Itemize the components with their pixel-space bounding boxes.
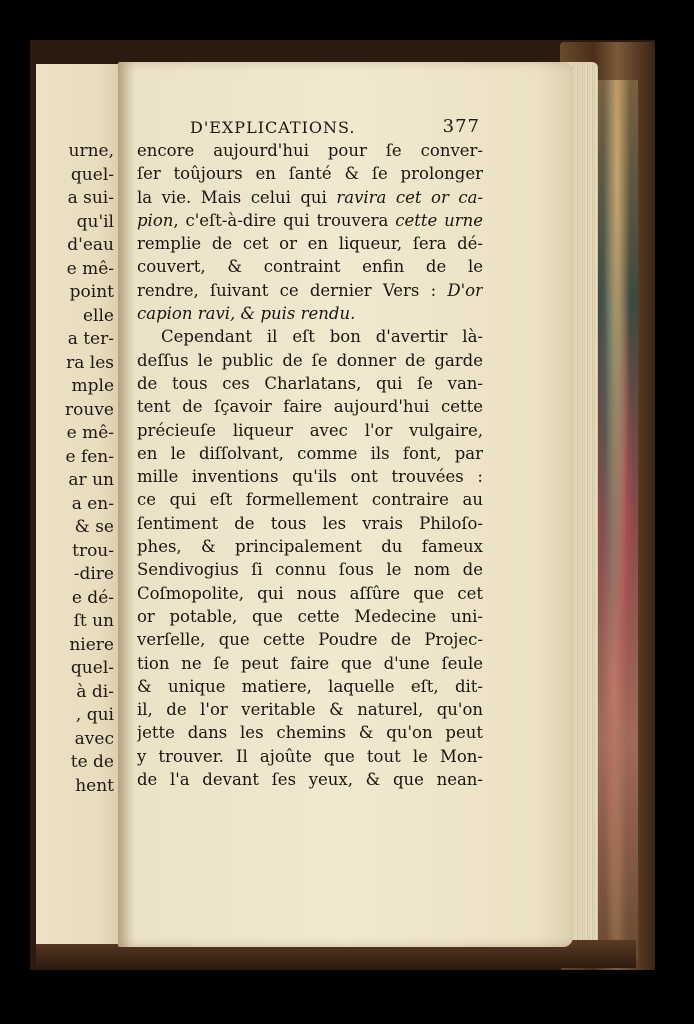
left-text-line: point <box>69 282 114 302</box>
text-line <box>137 139 483 162</box>
roman-text: verſelle, que cette Poudre de Projec- <box>137 630 483 650</box>
text-line <box>137 419 483 442</box>
roman-text: Cependant il eſt bon d'avertir là- <box>161 327 483 347</box>
roman-text: précieuſe liqueur avec l'or vulgaire, <box>137 420 483 440</box>
italic-text: capion ravi, & puis rendu. <box>137 304 356 324</box>
roman-text: Coſmopolite, qui nous aſſûre que cet <box>137 583 483 603</box>
left-text-line: rouve <box>65 399 114 420</box>
roman-text: de tous ces Charlatans, qui ſe van- <box>137 373 483 393</box>
text-line <box>137 605 483 628</box>
body-text <box>137 139 483 791</box>
left-text-line: e mê- <box>66 423 114 443</box>
left-text-line: elle <box>83 305 114 326</box>
left-text-line: , qui <box>75 705 114 725</box>
running-head-title: D'EXPLICATIONS. <box>190 118 356 137</box>
text-line <box>137 186 483 209</box>
roman-text: rendre, ſuivant ce dernier Vers : <box>137 280 448 300</box>
text-line <box>137 255 483 278</box>
page-number: 377 <box>442 116 480 137</box>
roman-text: de l'a devant ſes yeux, & que nean- <box>137 770 483 790</box>
text-line <box>137 302 483 325</box>
roman-text: phes, & principalement du fameux <box>137 537 483 557</box>
left-text-line: e mê- <box>66 258 114 279</box>
text-line <box>137 349 483 372</box>
text-line <box>137 325 483 348</box>
text-line <box>137 232 483 255</box>
text-line <box>137 488 483 511</box>
roman-text: Sendivogius ſi connu ſous le nom de <box>137 560 483 580</box>
roman-text: & unique matiere, laquelle eſt, dit- <box>137 676 483 696</box>
text-line <box>137 768 483 791</box>
left-text-line: mple <box>71 376 114 396</box>
left-text-line: avec <box>74 728 114 749</box>
text-line <box>137 442 483 465</box>
text-line <box>137 582 483 605</box>
roman-text: encore aujourd'hui pour ſe conver- <box>137 141 483 160</box>
text-line <box>137 675 483 698</box>
left-text-line: urne, <box>68 141 114 161</box>
text-line <box>137 698 483 721</box>
left-text-line: a sui- <box>67 188 114 208</box>
text-line <box>137 209 483 232</box>
roman-text: ſentiment de tous les vrais Philoſo- <box>137 513 483 533</box>
left-text-line: ra les <box>66 352 114 373</box>
text-line <box>137 652 483 675</box>
left-text-line: -dire <box>73 564 114 584</box>
text-line <box>137 162 483 185</box>
roman-text: y trouver. Il ajoûte que tout le Mon- <box>137 746 483 766</box>
roman-text: remplie de cet or en liqueur, ſera dé- <box>137 234 483 254</box>
left-text-line: te de <box>70 752 114 772</box>
roman-text: la vie. Mais celui qui <box>137 187 337 207</box>
left-text-line: niere <box>69 634 114 655</box>
roman-text: il, de l'or veritable & naturel, qu'on <box>137 700 483 720</box>
left-text-line: & se <box>74 517 114 537</box>
roman-text: jette dans les chemins & qu'on peut <box>137 723 483 743</box>
left-text-line: quel- <box>70 164 114 185</box>
roman-text: , c'eſt-à-dire qui trouvera <box>173 210 396 230</box>
left-text-line: a en- <box>71 493 114 514</box>
text-line <box>137 465 483 488</box>
text-line <box>137 279 483 302</box>
left-page-text <box>36 140 126 798</box>
roman-text: tent de ſçavoir faire aujourd'hui cette <box>137 397 483 417</box>
text-line <box>137 372 483 395</box>
left-text-line: d'eau <box>67 235 114 255</box>
text-line <box>137 558 483 581</box>
text-line <box>137 628 483 651</box>
roman-text: deſſus le public de ſe donner de garde <box>137 350 483 370</box>
roman-text: tion ne ſe peut faire que d'une ſeule <box>137 653 483 673</box>
left-text-line: a ter- <box>67 329 114 349</box>
left-text-line: e fen- <box>65 446 114 467</box>
roman-text: mille inventions qu'ils ont trouvées : <box>137 467 483 487</box>
italic-text: pion <box>137 210 174 230</box>
text-line <box>137 395 483 418</box>
text-line <box>137 721 483 744</box>
roman-text: ce qui eſt formellement contraire au <box>137 490 483 510</box>
italic-text: cette urne <box>395 210 483 230</box>
text-line <box>137 535 483 558</box>
marbled-endpaper <box>596 80 638 960</box>
left-text-line: ſt un <box>73 611 114 631</box>
left-text-line: e dé- <box>71 587 114 608</box>
left-text-line: trou- <box>72 540 114 561</box>
italic-text: D'or <box>447 280 483 300</box>
text-line <box>137 745 483 768</box>
text-line <box>137 512 483 535</box>
roman-text: or potable, que cette Medecine uni- <box>137 606 483 626</box>
left-text-line: hent <box>75 775 114 796</box>
left-page <box>36 64 126 944</box>
roman-text: en le diſſolvant, comme ils font, par <box>137 443 483 463</box>
roman-text: ſer toûjours en ſanté & ſe prolonger <box>137 164 483 184</box>
italic-text: ravira cet or ca- <box>336 187 483 207</box>
left-text-line: ar un <box>68 470 114 490</box>
left-text-line: qu'il <box>76 211 114 232</box>
left-text-line: quel- <box>70 658 114 678</box>
roman-text: couvert, & contraint enfin de le <box>137 257 483 277</box>
left-text-line: à di- <box>76 681 114 702</box>
